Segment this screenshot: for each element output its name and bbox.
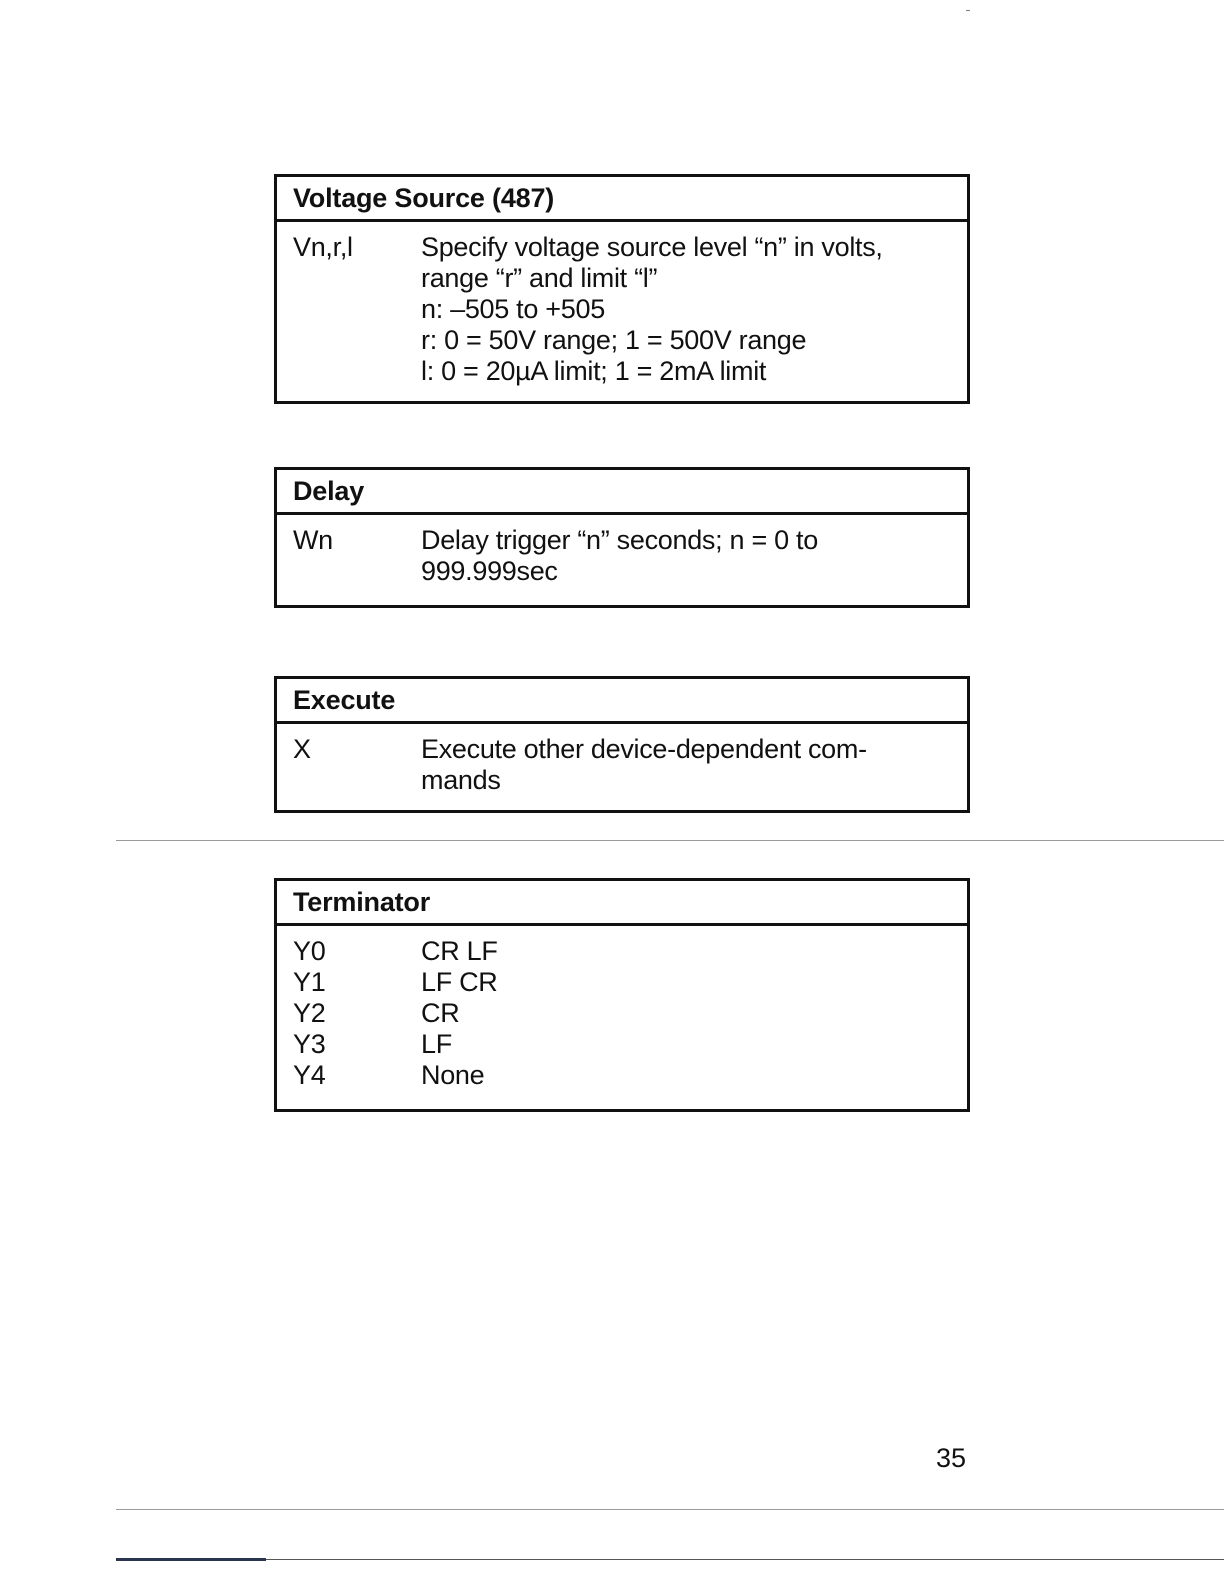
box-title: Voltage Source (487) bbox=[277, 177, 967, 222]
command-code: Y2 bbox=[293, 998, 326, 1028]
description-line: n: –505 to +505 bbox=[421, 294, 605, 324]
terminator-box bbox=[274, 878, 970, 1112]
command-description bbox=[421, 232, 951, 387]
command-row bbox=[293, 525, 951, 587]
description-line: Specify voltage source level “n” in volts, bbox=[421, 232, 883, 262]
footer-divider bbox=[116, 1509, 1224, 1510]
command-code: Y4 bbox=[293, 1060, 326, 1090]
voltage-source-box bbox=[274, 174, 970, 404]
description-line: l: 0 = 20µA limit; 1 = 2mA limit bbox=[421, 356, 767, 386]
box-body bbox=[277, 515, 967, 589]
box-body bbox=[277, 222, 967, 389]
description-line: 999.999sec bbox=[421, 556, 558, 586]
scan-mark bbox=[966, 10, 970, 11]
command-row bbox=[293, 1029, 951, 1060]
execute-box bbox=[274, 676, 970, 813]
command-description: CR bbox=[421, 998, 460, 1028]
command-row bbox=[293, 1060, 951, 1091]
description-line: Delay trigger “n” seconds; n = 0 to bbox=[421, 525, 818, 555]
page-divider bbox=[116, 840, 1224, 841]
box-title: Terminator bbox=[277, 881, 967, 926]
command-description: LF bbox=[421, 1029, 452, 1059]
command-code: Y1 bbox=[293, 967, 326, 997]
command-code: Y3 bbox=[293, 1029, 326, 1059]
command-description: LF CR bbox=[421, 967, 498, 997]
description-line: r: 0 = 50V range; 1 = 500V range bbox=[421, 325, 807, 355]
delay-box bbox=[274, 467, 970, 608]
command-row bbox=[293, 734, 951, 796]
command-row bbox=[293, 232, 951, 387]
description-line: Execute other device-dependent com- bbox=[421, 734, 867, 764]
command-row bbox=[293, 936, 951, 967]
command-code: Wn bbox=[293, 525, 333, 555]
command-code: Y0 bbox=[293, 936, 326, 966]
command-description bbox=[421, 525, 951, 587]
bottom-edge-bar bbox=[116, 1558, 266, 1561]
command-description: None bbox=[421, 1060, 485, 1090]
box-body bbox=[277, 724, 967, 798]
box-title: Delay bbox=[277, 470, 967, 515]
description-line: mands bbox=[421, 765, 501, 795]
command-code: Vn,r,l bbox=[293, 232, 353, 262]
bottom-edge-rule bbox=[266, 1559, 1224, 1560]
box-title: Execute bbox=[277, 679, 967, 724]
page-number: 35 bbox=[936, 1443, 967, 1473]
box-body bbox=[277, 926, 967, 1093]
command-code: X bbox=[293, 734, 311, 764]
command-description: CR LF bbox=[421, 936, 498, 966]
command-row bbox=[293, 998, 951, 1029]
command-row bbox=[293, 967, 951, 998]
command-description bbox=[421, 734, 951, 796]
description-line: range “r” and limit “l” bbox=[421, 263, 658, 293]
